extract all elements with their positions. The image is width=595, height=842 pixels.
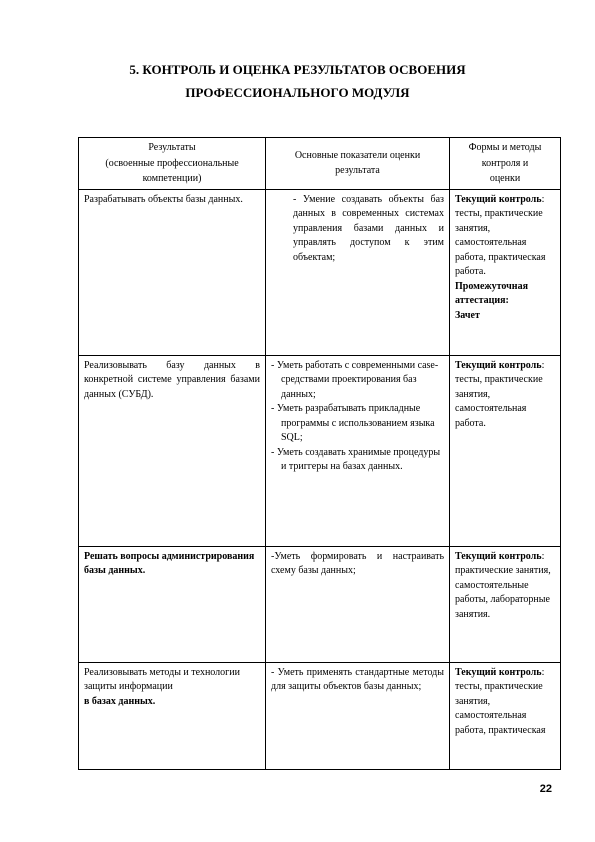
header-forms: [450, 138, 561, 190]
header-forms-line: Формы и методы: [468, 142, 542, 153]
form-text: : тесты, практические занятия, самостоятельная работа, практическая работа.: [455, 193, 546, 277]
form-label-2: Промежуточная аттестация:: [455, 280, 528, 306]
table-row: [79, 546, 561, 662]
form-text: : практические занятия, самостоятельные работы, лабораторные занятия.: [455, 550, 551, 620]
section-title: [60, 58, 535, 104]
section-title-line-1: 5. КОНТРОЛЬ И ОЦЕНКА РЕЗУЛЬТАТОВ ОСВОЕНИЯ: [129, 62, 466, 77]
form-cell: [450, 355, 561, 546]
header-forms-line: контроля и: [481, 157, 529, 169]
header-indicators-line: Основные показатели оценки: [294, 149, 421, 161]
form-text: : тесты, практические занятия, самостоятельная работа, практическая: [455, 666, 546, 736]
indicator-cell: [266, 546, 450, 662]
header-results-line: (освоенные профессиональные: [105, 157, 239, 169]
header-forms-line: оценки: [489, 173, 521, 184]
form-cell: [450, 546, 561, 662]
table-row: [79, 189, 561, 355]
indicator-text: - Умение создавать объекты баз данных в современных системах управления базами данных и управлять доступом к этим объектам;: [293, 193, 444, 263]
form-text: : тесты, практические занятия, самостоятельная работа.: [455, 359, 545, 429]
indicator-text: - Уметь создавать хранимые процедуры и триггеры на базах данных.: [271, 446, 441, 472]
form-cell: [450, 662, 561, 769]
indicator-text: -Уметь формировать и настраивать схему базы данных;: [271, 550, 444, 576]
table-row: [79, 355, 561, 546]
indicator-cell: [266, 662, 450, 769]
result-cell: [79, 546, 266, 662]
form-label: Текущий контроль: [455, 550, 542, 562]
form-label: Текущий контроль: [455, 193, 542, 205]
result-text: Разрабатывать объекты базы данных.: [84, 193, 243, 205]
header-results-line: компетенции): [142, 173, 202, 184]
table-header-row: [79, 138, 561, 190]
result-text-bold: в базах данных.: [84, 695, 156, 707]
header-indicators-line: результата: [335, 165, 380, 177]
indicator-text: - Уметь применять стандартные методы для защиты объектов базы данных;: [271, 666, 444, 692]
page-number: 22: [539, 783, 552, 795]
result-text: Реализовывать базу данных в конкретной системе управления базами данных (СУБД).: [84, 359, 260, 400]
indicator-text: - Уметь разрабатывать прикладные программы с использованием языка SQL;: [271, 403, 435, 443]
header-results-line: Результаты: [148, 142, 196, 153]
result-text: Решать вопросы администрирования базы данных.: [84, 550, 255, 576]
results-table: [78, 137, 561, 770]
result-text: Реализовывать методы и технологии защиты информации: [84, 666, 240, 692]
result-cell: [79, 662, 266, 769]
table-row: [79, 662, 561, 769]
indicator-cell: [266, 189, 450, 355]
form-cell: [450, 189, 561, 355]
form-label: Текущий контроль: [455, 359, 542, 371]
header-indicators: [266, 138, 450, 190]
header-results: [79, 138, 266, 190]
result-cell: [79, 189, 266, 355]
indicator-cell: [266, 355, 450, 546]
result-cell: [79, 355, 266, 546]
section-title-line-2: ПРОФЕССИОНАЛЬНОГО МОДУЛЯ: [185, 85, 410, 100]
form-text-2: Зачет: [455, 309, 480, 321]
form-label: Текущий контроль: [455, 666, 542, 678]
indicator-text: - Уметь работать с современными case-средствами проектирования баз данных;: [271, 359, 439, 400]
